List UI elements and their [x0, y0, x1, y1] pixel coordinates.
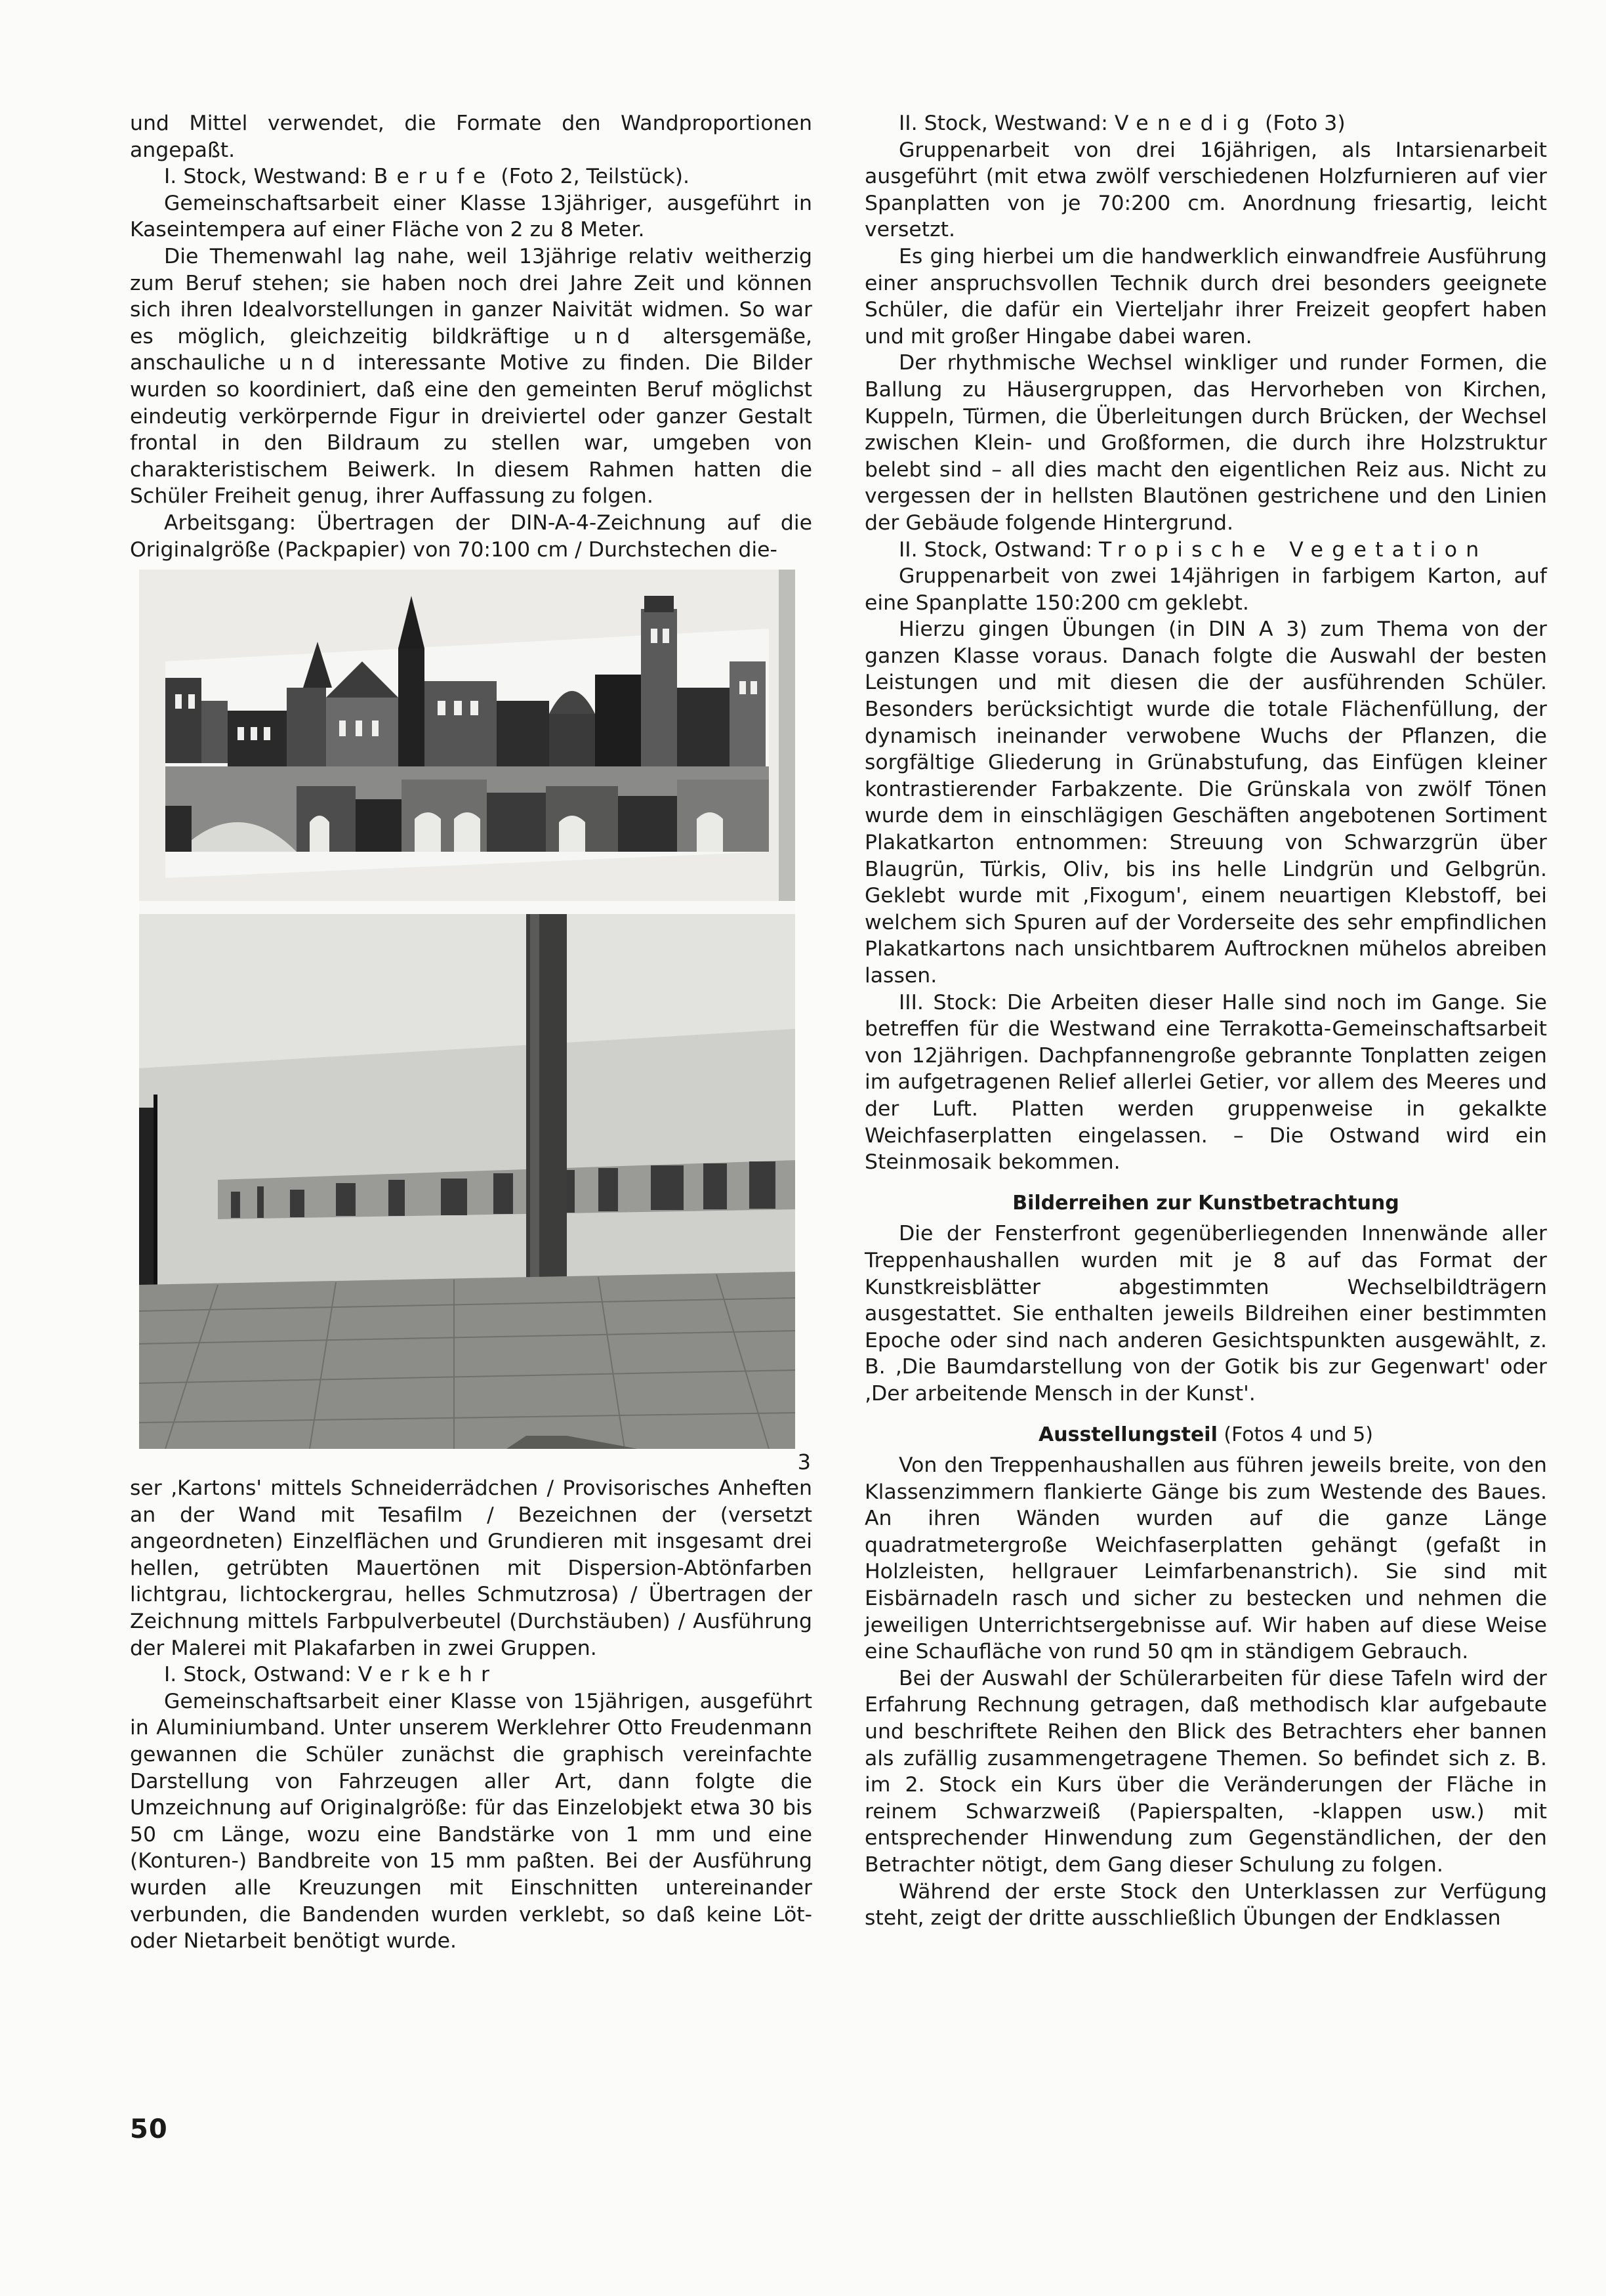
- spaced-title: Verkehr: [358, 1663, 499, 1687]
- paragraph: Während der erste Stock den Unterklassen zur Verfügung steht, zeigt der dritte ausschließlich Übungen der Endklassen: [865, 1879, 1547, 1931]
- paragraph: Gemeinschaftsarbeit einer Klasse 13jähriger, ausgeführt in Kaseintempera auf einer Fläche von 2 zu 8 Meter.: [130, 191, 812, 242]
- photo-illustration: [139, 570, 795, 1449]
- paragraph: III. Stock: Die Arbeiten dieser Halle sind noch im Gange. Sie betreffen für die Westwand eine Terrakotta-Gemeinschaftsarbeit von 12jährigen. Dachpfannengroße gebrannte Tonplatten zeigen im aufgetragenen Relief allerlei Getier, vor allem des Meeres und der Luft. Platten werden gruppenweise in gekalkte Weichfaserplatten eingelassen. – Die Ostwand wird ein Steinmosaik bekommen.: [865, 990, 1547, 1175]
- paragraph: Gruppenarbeit von zwei 14jährigen in farbigem Karton, auf eine Spanplatte 150:200 cm geklebt.: [865, 564, 1547, 615]
- page-number: 50: [130, 2114, 168, 2144]
- paragraph: Gruppenarbeit von drei 16jährigen, als Intarsienarbeit ausgeführt (mit etwa zwölf verschiedenen Holzfurnieren auf vier Spanplatten von je 70:200 cm. Anordnung friesartig, leicht versetzt.: [865, 138, 1547, 242]
- spaced-title: Venedig: [1114, 112, 1259, 135]
- section-label: I. Stock, Westwand: Berufe (Foto 2, Teilstück).: [164, 165, 690, 189]
- left-column: [130, 110, 812, 1955]
- paragraph: Von den Treppenhaushallen aus führen jeweils breite, von den Klassenzimmern flankierte Gänge bis zum Westende des Baues. An ihren Wänden wurden auf die ganze Länge quadratmetergroße Weichfaserplatten gehängt (gefaßt in Holzleisten, hellgrauer Leimfarbenanstrich). Sie sind mit Eisbärnadeln rasch und sicher zu bestecken und nehmen die jeweiligen Unterrichtsergebnisse auf. Wir haben auf diese Weise eine Schaufläche von rund 50 qm in ständigem Gebrauch.: [865, 1453, 1547, 1664]
- section-label: II. Stock, Westwand: Venedig (Foto 3): [899, 112, 1346, 135]
- paragraph: Die der Fensterfront gegenüberliegenden Innenwände aller Treppenhaushallen wurden mit je 8 auf das Format der Kunstkreisblätter abgestimmten Wechselbildträgern ausgestattet. Sie enthalten jeweils Bildreihen einer bestimmten Epoche oder sind nach anderen Gesichtspunkten ausgewählt, z. B. ‚Die Baumdarstellung von der Gotik bis zur Gegenwart' oder ‚Der arbeitende Mensch in der Kunst'.: [865, 1222, 1547, 1406]
- paragraph: Hierzu gingen Übungen (in DIN A 3) zum Thema von der ganzen Klasse voraus. Danach folgte die Auswahl der besten Leistungen und mit diesen die der ausführenden Schüler. Besonders berücksichtigt wurde die totale Flächenfüllung, der dynamisch ineinander verwobene Wuchs der Pflanzen, die sorgfältige Gliederung in Grünabstufung, das Einfügen kleiner kontrastierender Farbakzente. Die Grünskala von zwölf Tönen wurde dem in einschlägigen Geschäften angebotenen Sortiment Plakatkarton entnommen: Streuung von Schwarzgrün über Blaugrün, Türkis, Oliv, bis ins helle Lindgrün und Gelbgrün. Geklebt wurde mit ‚Fixogum', einem neuartigen Klebstoff, bei welchem sich Spuren auf der Vorderseite des sehr empfindlichen Plakatkartons nach unsichtbarem Auftrocknen mühelos abreiben lassen.: [865, 617, 1547, 988]
- photo-venice-frieze: [139, 570, 795, 1449]
- spaced-title: Berufe: [373, 165, 495, 189]
- paragraph: Bei der Auswahl der Schülerarbeiten für diese Tafeln wird der Erfahrung Rechnung getragen, daß methodisch klar aufgebaute und beschriftete Reihen den Blick des Betrachters eher bannen als zufällig zusammengetragene Themen. So befindet sich z. B. im 2. Stock ein Kurs über die Veränderungen der Fläche in reinem Schwarzweiß (Papierspalten, -klappen usw.) mit entsprechender Hinwendung zum Gegenständlichen, der den Betrachter nötigt, dem Gang dieser Schulung zu folgen.: [865, 1666, 1547, 1877]
- section-heading: Bilderreihen zur Kunstbetrachtung: [1012, 1191, 1399, 1215]
- section-label: I. Stock, Ostwand: Verkehr: [164, 1663, 499, 1687]
- paragraph: und Mittel verwendet, die Formate den Wandproportionen angepaßt.: [130, 112, 812, 162]
- photo-number: 3: [797, 1450, 811, 1475]
- section-label: II. Stock, Ostwand: Tropische Vegetation: [899, 537, 1488, 562]
- paragraph: Gemeinschaftsarbeit einer Klasse von 15jährigen, ausgeführt in Aluminiumband. Unter unserem Werklehrer Otto Freudenmann gewannen die Schüler zunächst die graphisch vereinfachte Darstellung von Fahrzeugen aller Art, dann folgte die Umzeichnung auf Originalgröße: für das Einzelobjekt etwa 30 bis 50 cm Länge, wozu eine Bandstärke von 1 mm und eine (Konturen-) Bandbreite von 15 mm paßten. Bei der Ausführung wurden alle Kreuzungen mit Einschnitten untereinander verbunden, die Bandenden wurden verklebt, so daß keine Löt- oder Nietarbeit benötigt wurde.: [130, 1689, 812, 1953]
- right-column: [865, 110, 1547, 1932]
- paragraph: Die Themenwahl lag nahe, weil 13jährige relativ weitherzig zum Beruf stehen; sie haben noch drei Jahre Zeit und können sich ihren Idealvorstellungen in ganzer Naivität widmen. So war es möglich, gleichzeitig bildkräftige und altersgemäße, anschauliche und interessante Motive zu finden. Die Bilder wurden so koordiniert, daß eine den gemeinten Beruf möglichst eindeutig verkörpernde Figur in dreiviertel oder ganzer Gestalt frontal in den Bildraum zu stellen war, umgeben von charakteristischem Beiwerk. In diesem Rahmen hatten die Schüler Freiheit genug, ihrer Auffassung zu folgen.: [130, 244, 812, 509]
- paragraph: Der rhythmische Wechsel winkliger und runder Formen, die Ballung zu Häusergruppen, das Hervorheben von Kirchen, Kuppeln, Türmen, die Überleitungen durch Brücken, der Wechsel zwischen Klein- und Großformen, die durch ihre Holzstruktur belebt sind – all dies macht den eigentlichen Reiz aus. Nicht zu vergessen der in hellsten Blautönen gestrichene und den Linien der Gebäude folgende Hintergrund.: [865, 351, 1547, 535]
- spaced-title: Tropische Vegetation: [1099, 537, 1488, 562]
- paragraph: Es ging hierbei um die handwerklich einwandfreie Ausführung einer anspruchsvollen Technik durch drei besonders geeignete Schüler, die dafür ein Vierteljahr ihrer Freizeit geopfert haben und mit großer Hingabe dabei waren.: [865, 244, 1547, 348]
- paragraph: Arbeitsgang: Übertragen der DIN-A-4-Zeichnung auf die Originalgröße (Packpapier) von 70:100 cm / Durchstechen die-: [130, 511, 812, 562]
- paragraph: ser ‚Kartons' mittels Schneiderrädchen / Provisorisches Anheften an der Wand mit Tesafilm / Bezeichnen der (versetzt angeordneten) Einzelflächen und Grundieren mit insgesamt drei hellen, getrübten Mauertönen mit Dispersion-Abtönfarben lichtgrau, lichtockergrau, helles Schmutzrosa) / Übertragen der Zeichnung mittels Farbpulverbeutel (Durchstäuben) / Ausführung der Malerei mit Plakafarben in zwei Gruppen.: [130, 1476, 812, 1660]
- section-heading: Ausstellungsteil (Fotos 4 und 5): [1039, 1423, 1373, 1446]
